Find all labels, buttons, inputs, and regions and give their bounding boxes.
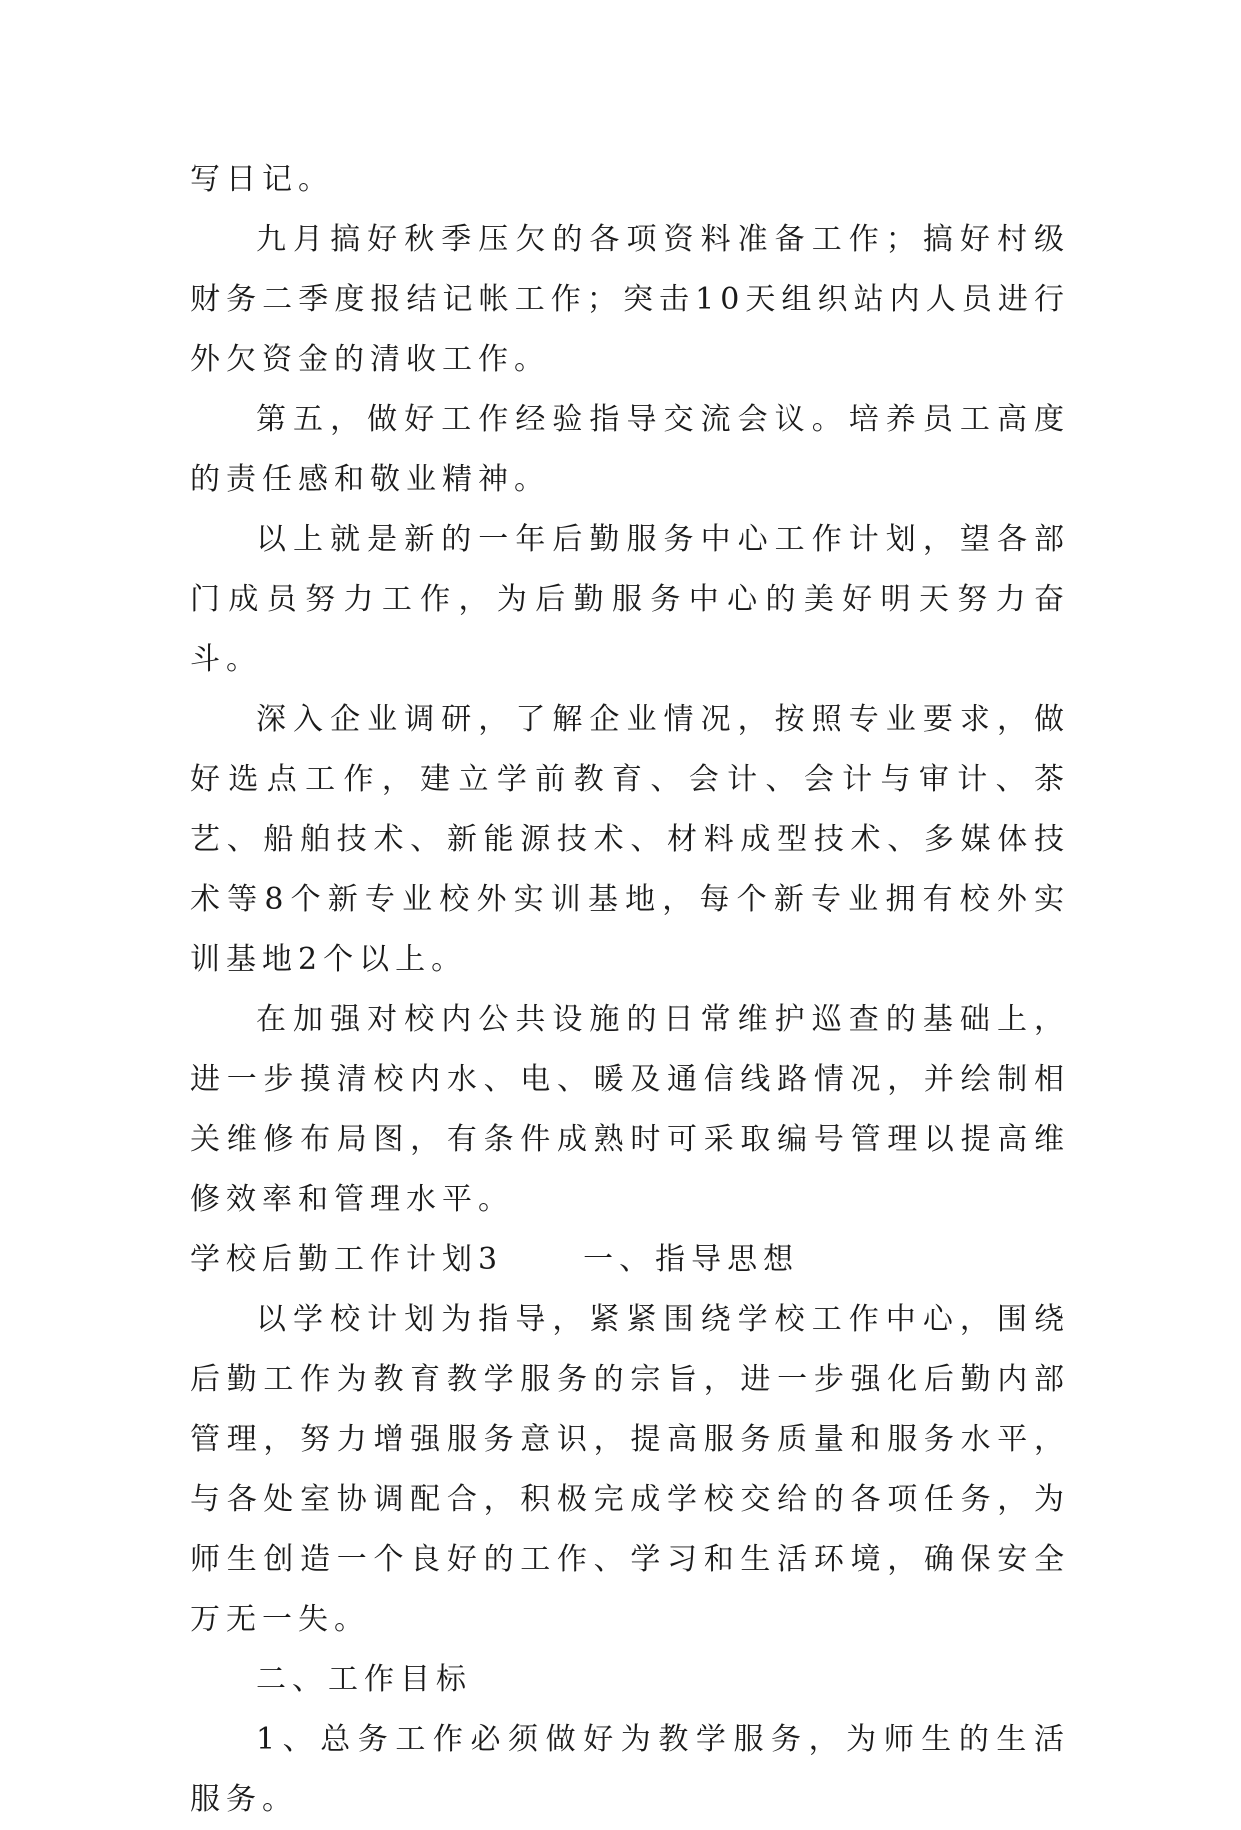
paragraph-work-goals-heading: 二、工作目标 [256,1662,472,1697]
document-body [190,150,1070,1830]
section-subtitle: 一、指导思想 [583,1242,800,1277]
paragraph-continuation: 写日记。 [190,162,334,197]
paragraph-enterprise-research: 深入企业调研，了解企业情况，按照专业要求，做好选点工作，建立学前教育、会计、会计与审计、茶艺、船舶技术、新能源技术、材料成型技术、多媒体技术等8个新专业校外实训基地，每个新专业拥有校外实训基地2个以上。 [190,702,1070,977]
paragraph-goal-1: 1、总务工作必须做好为教学服务，为师生的生活服务。 [190,1722,1070,1817]
section-title: 学校后勤工作计划3 [190,1242,504,1277]
section-heading-line [190,1230,1070,1290]
paragraph-guiding-ideology: 以学校计划为指导，紧紧围绕学校工作中心，围绕后勤工作为教育教学服务的宗旨，进一步强化后勤内部管理，努力增强服务意识，提高服务质量和服务水平，与各处室协调配合，积极完成学校交给的各项任务，为师生创造一个良好的工作、学习和生活环境，确保安全万无一失。 [190,1302,1070,1637]
paragraph-summary: 以上就是新的一年后勤服务中心工作计划，望各部门成员努力工作，为后勤服务中心的美好明天努力奋斗。 [190,522,1070,677]
paragraph-september-work: 九月搞好秋季压欠的各项资料准备工作；搞好村级财务二季度报结记帐工作；突击10天组织站内人员进行外欠资金的清收工作。 [190,222,1070,377]
paragraph-fifth-item: 第五，做好工作经验指导交流会议。培养员工高度的责任感和敬业精神。 [190,402,1070,497]
paragraph-facility-maintenance: 在加强对校内公共设施的日常维护巡查的基础上，进一步摸清校内水、电、暖及通信线路情况，并绘制相关维修布局图，有条件成熟时可采取编号管理以提高维修效率和管理水平。 [190,1002,1070,1217]
